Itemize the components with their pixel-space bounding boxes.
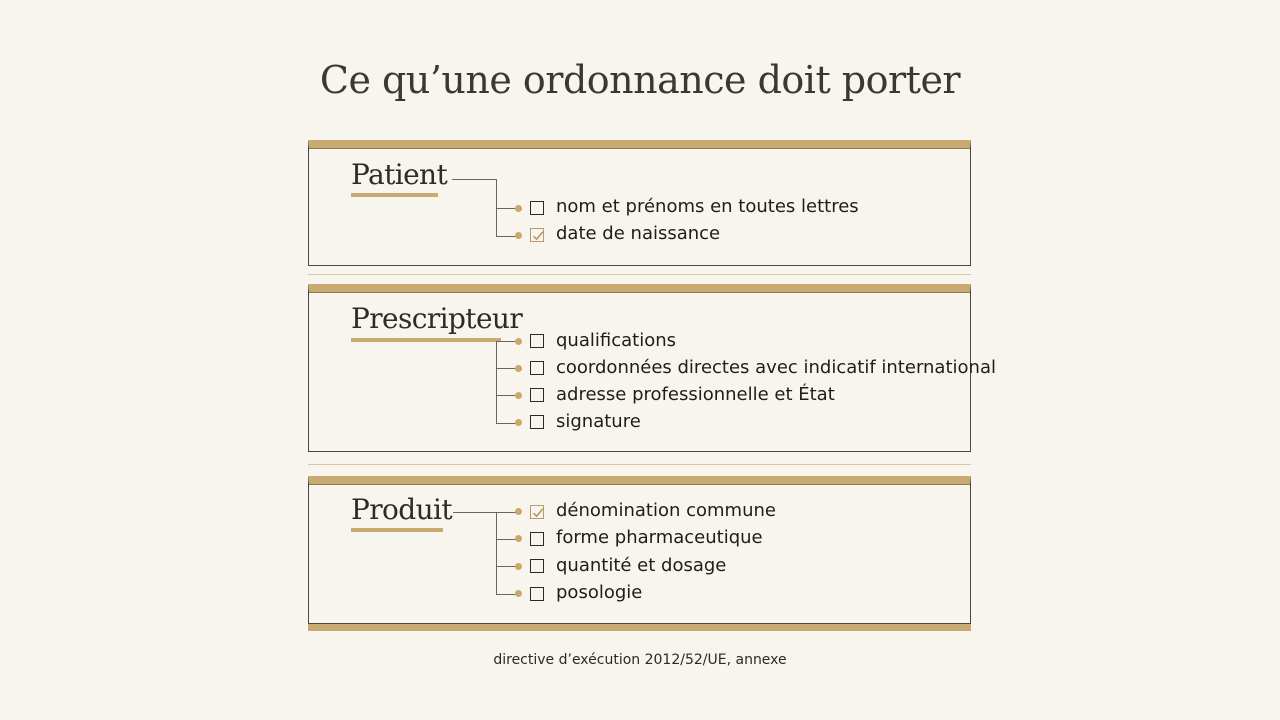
section-heading-patient: Patient xyxy=(351,158,448,191)
checkbox-posologie[interactable] xyxy=(530,587,544,601)
connector-line xyxy=(496,539,516,540)
item-label: adresse professionnelle et État xyxy=(556,384,835,405)
item-label: coordonnées directes avec indicatif international xyxy=(556,357,996,378)
bottom-accent-bar xyxy=(308,624,971,631)
connector-line xyxy=(496,236,516,237)
bullet-dot xyxy=(515,419,522,426)
item-label: nom et prénoms en toutes lettres xyxy=(556,196,859,217)
page-title: Ce qu’une ordonnance doit porter xyxy=(319,58,961,102)
connector-line xyxy=(496,208,516,209)
bullet-dot xyxy=(515,535,522,542)
bullet-dot xyxy=(515,508,522,515)
connector-line xyxy=(452,179,496,180)
bullet-dot xyxy=(515,590,522,597)
item-label: date de naissance xyxy=(556,223,721,244)
checkbox-forme[interactable] xyxy=(530,532,544,546)
connector-line xyxy=(453,512,516,513)
item-label: qualifications xyxy=(556,330,676,351)
connector-line xyxy=(496,423,516,424)
item-label: dénomination commune xyxy=(556,500,776,521)
item-label: quantité et dosage xyxy=(556,555,727,576)
bullet-dot xyxy=(515,338,522,345)
source-note: directive d’exécution 2012/52/UE, annexe xyxy=(493,652,787,668)
bullet-dot xyxy=(515,563,522,570)
heading-underline xyxy=(351,528,443,532)
item-label: forme pharmaceutique xyxy=(556,527,763,548)
connector-line xyxy=(496,395,516,396)
connector-line xyxy=(496,566,516,567)
item-label: signature xyxy=(556,411,641,432)
divider xyxy=(308,274,971,275)
connector-line xyxy=(496,341,497,423)
connector-line xyxy=(496,341,516,342)
connector-line xyxy=(496,368,516,369)
check-icon xyxy=(531,229,545,243)
bullet-dot xyxy=(515,205,522,212)
connector-line xyxy=(496,512,497,594)
checkbox-denomination[interactable] xyxy=(530,505,544,519)
check-icon xyxy=(531,506,545,520)
bullet-dot xyxy=(515,232,522,239)
checkbox-adresse[interactable] xyxy=(530,388,544,402)
bullet-dot xyxy=(515,365,522,372)
heading-underline xyxy=(351,193,438,197)
checkbox-quantite[interactable] xyxy=(530,559,544,573)
checkbox-coordonnees[interactable] xyxy=(530,361,544,375)
section-heading-prescripteur: Prescripteur xyxy=(351,302,523,335)
bullet-dot xyxy=(515,392,522,399)
heading-underline xyxy=(351,338,501,342)
item-label: posologie xyxy=(556,582,643,603)
divider xyxy=(308,464,971,465)
checkbox-qualifications[interactable] xyxy=(530,334,544,348)
checkbox-date-naissance[interactable] xyxy=(530,228,544,242)
section-heading-produit: Produit xyxy=(351,493,453,526)
checkbox-signature[interactable] xyxy=(530,415,544,429)
connector-line xyxy=(496,594,516,595)
checkbox-nom-prenoms[interactable] xyxy=(530,201,544,215)
